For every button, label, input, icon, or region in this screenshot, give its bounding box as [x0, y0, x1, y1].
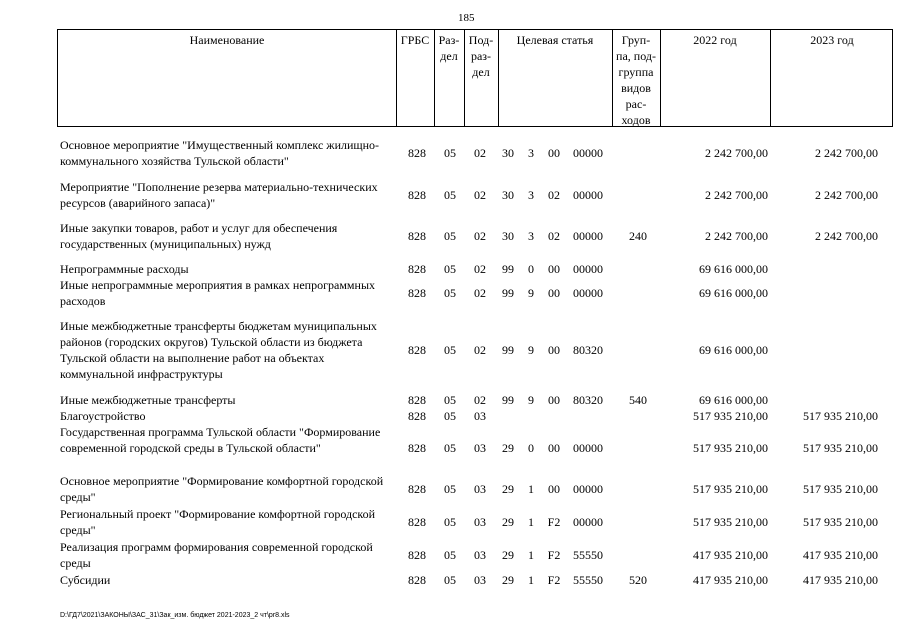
cell-amount-2023: 2 242 700,00: [815, 188, 878, 202]
cell-amount-2022: 517 935 210,00: [693, 482, 768, 496]
cell-program: 29: [502, 515, 514, 529]
cell-amount-2022: 517 935 210,00: [693, 441, 768, 455]
cell-amount-2023: 2 242 700,00: [815, 146, 878, 160]
cell-razdel: 05: [444, 393, 456, 407]
cell-grbs: 828: [408, 146, 426, 160]
row-name: Иные межбюджетные трансферты бюджетам муниципальных районов (городских округов) Тульской области из бюджета Тульской области на выполнение работ на объектах коммунальной инфраструктуры: [60, 319, 377, 381]
cell-podrazdel: 03: [474, 515, 486, 529]
cell-direction: 00000: [573, 262, 603, 276]
cell-subprogram: 0: [528, 441, 534, 455]
cell-program: 30: [502, 229, 514, 243]
cell-expense-type: 240: [629, 229, 647, 243]
cell-podrazdel: 03: [474, 573, 486, 587]
cell-program: 30: [502, 188, 514, 202]
cell-amount-2022: 2 242 700,00: [705, 229, 768, 243]
header-target-article: Целевая статья: [516, 33, 594, 47]
cell-program: 29: [502, 548, 514, 562]
cell-amount-2023: 417 935 210,00: [803, 573, 878, 587]
header-razdel: Раз- дел: [438, 33, 460, 63]
cell-grbs: 828: [408, 188, 426, 202]
cell-grbs: 828: [408, 393, 426, 407]
cell-amount-2022: 417 935 210,00: [693, 548, 768, 562]
cell-podrazdel: 02: [474, 229, 486, 243]
cell-event: 02: [548, 188, 560, 202]
cell-direction: 00000: [573, 146, 603, 160]
cell-amount-2023: 517 935 210,00: [803, 515, 878, 529]
cell-razdel: 05: [444, 573, 456, 587]
cell-podrazdel: 03: [474, 409, 486, 423]
cell-direction: 00000: [573, 515, 603, 529]
cell-podrazdel: 02: [474, 343, 486, 357]
cell-podrazdel: 02: [474, 286, 486, 300]
cell-podrazdel: 02: [474, 393, 486, 407]
header-expense-type: Груп- па, под- группа видов рас- ходов: [616, 33, 656, 127]
row-name: Иные межбюджетные трансферты: [60, 393, 236, 407]
cell-event: 00: [548, 343, 560, 357]
cell-direction: 00000: [573, 286, 603, 300]
cell-razdel: 05: [444, 188, 456, 202]
cell-expense-type: 540: [629, 393, 647, 407]
header-name: Наименование: [189, 33, 265, 47]
cell-direction: 00000: [573, 188, 603, 202]
cell-event: 00: [548, 482, 560, 496]
cell-program: 99: [502, 393, 514, 407]
cell-razdel: 05: [444, 229, 456, 243]
cell-event: F2: [547, 548, 561, 562]
row-name: Реализация программ формирования современной городской среды: [60, 540, 373, 570]
row-name: Региональный проект "Формирование комфортной городской среды": [60, 507, 376, 537]
cell-razdel: 05: [444, 409, 456, 423]
cell-podrazdel: 03: [474, 548, 486, 562]
cell-amount-2022: 69 616 000,00: [699, 286, 768, 300]
cell-direction: 80320: [573, 393, 603, 407]
cell-program: 29: [502, 441, 514, 455]
cell-event: F2: [547, 573, 561, 587]
cell-amount-2022: 69 616 000,00: [699, 393, 768, 407]
cell-event: 00: [548, 286, 560, 300]
cell-subprogram: 9: [528, 343, 534, 357]
row-name: Благоустройство: [60, 409, 146, 423]
cell-amount-2023: 517 935 210,00: [803, 441, 878, 455]
cell-razdel: 05: [444, 441, 456, 455]
cell-grbs: 828: [408, 482, 426, 496]
row-name: Субсидии: [60, 573, 111, 587]
cell-subprogram: 9: [528, 393, 534, 407]
header-podrazdel: Под- раз- дел: [468, 33, 494, 79]
cell-grbs: 828: [408, 286, 426, 300]
cell-razdel: 05: [444, 262, 456, 276]
cell-expense-type: 520: [629, 573, 647, 587]
cell-razdel: 05: [444, 146, 456, 160]
cell-subprogram: 3: [528, 146, 534, 160]
row-name: Основное мероприятие "Формирование комфортной городской среды": [60, 474, 384, 504]
cell-direction: 55550: [573, 548, 603, 562]
cell-podrazdel: 03: [474, 482, 486, 496]
cell-subprogram: 3: [528, 229, 534, 243]
page-number: 185: [458, 12, 475, 24]
cell-amount-2022: 69 616 000,00: [699, 343, 768, 357]
cell-direction: 55550: [573, 573, 603, 587]
row-name: Непрограммные расходы: [60, 262, 189, 276]
cell-amount-2022: 2 242 700,00: [705, 146, 768, 160]
cell-amount-2023: 2 242 700,00: [815, 229, 878, 243]
cell-razdel: 05: [444, 286, 456, 300]
header-year-2023: 2023 год: [810, 33, 854, 47]
cell-amount-2022: 517 935 210,00: [693, 409, 768, 423]
cell-razdel: 05: [444, 548, 456, 562]
cell-amount-2023: 517 935 210,00: [803, 409, 878, 423]
cell-amount-2023: 517 935 210,00: [803, 482, 878, 496]
row-name: Государственная программа Тульской области "Формирование современной городской среды в Тульской области": [60, 425, 381, 455]
row-name: Мероприятие "Пополнение резерва материально-технических ресурсов (аварийного запаса)": [60, 180, 378, 210]
cell-subprogram: 1: [528, 573, 534, 587]
cell-grbs: 828: [408, 409, 426, 423]
row-name: Иные непрограммные мероприятия в рамках непрограммных расходов: [60, 278, 376, 308]
cell-direction: 00000: [573, 482, 603, 496]
cell-direction: 00000: [573, 441, 603, 455]
cell-razdel: 05: [444, 482, 456, 496]
header-year-2022: 2022 год: [693, 33, 737, 47]
header-grbs: ГРБС: [400, 33, 430, 47]
cell-program: 99: [502, 262, 514, 276]
cell-program: 30: [502, 146, 514, 160]
cell-event: F2: [547, 515, 561, 529]
cell-amount-2022: 517 935 210,00: [693, 515, 768, 529]
cell-amount-2023: 417 935 210,00: [803, 548, 878, 562]
cell-subprogram: 1: [528, 548, 534, 562]
cell-subprogram: 1: [528, 482, 534, 496]
cell-grbs: 828: [408, 441, 426, 455]
cell-amount-2022: 417 935 210,00: [693, 573, 768, 587]
cell-program: 99: [502, 286, 514, 300]
cell-program: 29: [502, 573, 514, 587]
cell-grbs: 828: [408, 262, 426, 276]
cell-event: 02: [548, 229, 560, 243]
cell-event: 00: [548, 393, 560, 407]
cell-direction: 80320: [573, 343, 603, 357]
cell-subprogram: 0: [528, 262, 534, 276]
cell-subprogram: 1: [528, 515, 534, 529]
cell-amount-2022: 69 616 000,00: [699, 262, 768, 276]
cell-event: 00: [548, 441, 560, 455]
row-name: Основное мероприятие "Имущественный комплекс жилищно-коммунального хозяйства Тульской области": [60, 138, 380, 168]
cell-grbs: 828: [408, 548, 426, 562]
footer-file-path: D:\ГД7\2021\ЗАКОНЫ\ЗАС_31\Зак_изм. бюджет 2021-2023_2 чт\pr8.xls: [60, 612, 290, 619]
cell-grbs: 828: [408, 343, 426, 357]
cell-grbs: 828: [408, 515, 426, 529]
cell-event: 00: [548, 262, 560, 276]
row-name: Иные закупки товаров, работ и услуг для обеспечения государственных (муниципальных) нужд: [60, 221, 338, 251]
cell-razdel: 05: [444, 515, 456, 529]
cell-grbs: 828: [408, 229, 426, 243]
cell-program: 99: [502, 343, 514, 357]
cell-podrazdel: 02: [474, 188, 486, 202]
cell-podrazdel: 02: [474, 146, 486, 160]
cell-subprogram: 9: [528, 286, 534, 300]
cell-podrazdel: 02: [474, 262, 486, 276]
cell-amount-2022: 2 242 700,00: [705, 188, 768, 202]
cell-podrazdel: 03: [474, 441, 486, 455]
cell-grbs: 828: [408, 573, 426, 587]
cell-direction: 00000: [573, 229, 603, 243]
cell-razdel: 05: [444, 343, 456, 357]
cell-event: 00: [548, 146, 560, 160]
cell-subprogram: 3: [528, 188, 534, 202]
cell-program: 29: [502, 482, 514, 496]
